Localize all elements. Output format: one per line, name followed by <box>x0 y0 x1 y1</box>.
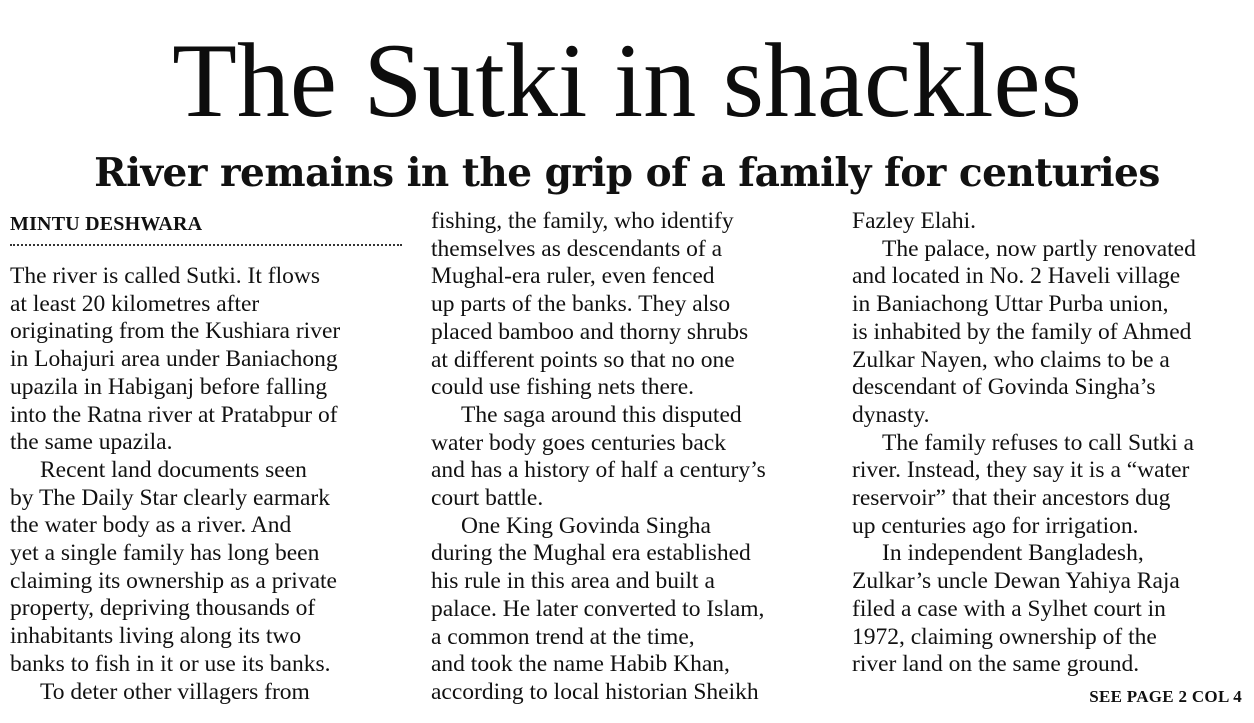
paragraph <box>10 457 408 679</box>
paragraph <box>852 236 1252 430</box>
text-line: a common trend at the time, <box>431 623 695 650</box>
text-line: river land on the same ground. <box>852 651 1140 678</box>
text-line: palace. He later converted to Islam, <box>431 595 765 622</box>
paragraph <box>852 540 1252 679</box>
text-line: claiming its ownership as a private <box>10 567 337 594</box>
text-line: his rule in this area and built a <box>431 568 715 595</box>
text-line: One King Govinda Singha <box>461 512 711 539</box>
paragraph <box>852 208 1252 236</box>
paragraph <box>431 513 831 707</box>
text-line: banks to fish in it or use its banks. <box>10 650 331 677</box>
text-line: could use fishing nets there. <box>431 374 695 401</box>
text-line: The palace, now partly renovated <box>882 235 1196 262</box>
article-column-1 <box>10 263 408 706</box>
text-line: the water body as a river. And <box>10 512 292 539</box>
text-line: and took the name Habib Khan, <box>431 651 730 678</box>
text-line: filed a case with a Sylhet court in <box>852 595 1166 622</box>
text-line: in Baniachong Uttar Purba union, <box>852 291 1169 318</box>
continued-on-page-link[interactable]: SEE PAGE 2 COL 4 <box>1089 687 1242 706</box>
text-line: river. Instead, they say it is a “water <box>852 457 1190 484</box>
text-line: court battle. <box>431 485 544 512</box>
text-line: according to local historian Sheikh <box>431 678 759 705</box>
text-line: 1972, claiming ownership of the <box>852 623 1157 650</box>
text-line: in Lohajuri area under Baniachong <box>10 346 338 373</box>
text-line: To deter other villagers from <box>40 678 310 705</box>
text-line: The river is called Sutki. It flows <box>10 263 320 289</box>
text-line: Zulkar Nayen, who claims to be a <box>852 346 1170 373</box>
text-line: and has a history of half a century’s <box>431 457 766 484</box>
text-line: water body goes centuries back <box>431 429 726 456</box>
text-line: is inhabited by the family of Ahmed <box>852 318 1192 345</box>
text-line: dynasty. <box>852 401 930 428</box>
text-line: up parts of the banks. They also <box>431 291 731 318</box>
text-line: property, depriving thousands of <box>10 595 316 622</box>
text-line: placed bamboo and thorny shrubs <box>431 318 749 345</box>
headline: The Sutki in shackles <box>172 22 1082 139</box>
text-line: up centuries ago for irrigation. <box>852 512 1139 539</box>
subheadline: River remains in the grip of a family for centuries <box>94 150 1160 196</box>
text-line: Fazley Elahi. <box>852 208 976 234</box>
paragraph <box>852 430 1252 541</box>
text-line: yet a single family has long been <box>10 540 320 567</box>
text-line: Zulkar’s uncle Dewan Yahiya Raja <box>852 568 1180 595</box>
text-line: reservoir” that their ancestors dug <box>852 485 1171 512</box>
text-line: at different points so that no one <box>431 346 735 373</box>
text-line: by The Daily Star clearly earmark <box>10 484 330 511</box>
article-column-3 <box>852 208 1252 679</box>
article-column-2 <box>431 208 831 707</box>
text-line: at least 20 kilometres after <box>10 290 260 317</box>
paragraph <box>431 402 831 513</box>
text-line: In independent Bangladesh, <box>882 540 1144 567</box>
text-line: descendant of Govinda Singha’s <box>852 374 1156 401</box>
paragraph <box>10 263 408 457</box>
text-line: fishing, the family, who identify <box>431 208 734 234</box>
paragraph <box>431 208 831 402</box>
byline-divider <box>10 244 402 246</box>
text-line: themselves as descendants of a <box>431 235 723 262</box>
text-line: during the Mughal era established <box>431 540 751 567</box>
text-line: into the Ratna river at Pratabpur of <box>10 401 338 428</box>
text-line: upazila in Habiganj before falling <box>10 373 328 400</box>
text-line: inhabitants living along its two <box>10 623 302 650</box>
paragraph <box>10 679 408 707</box>
text-line: The family refuses to call Sutki a <box>882 429 1194 456</box>
text-line: Mughal-era ruler, even fenced <box>431 263 715 290</box>
byline: MINTU DESHWARA <box>10 213 203 235</box>
text-line: Recent land documents seen <box>40 456 307 483</box>
text-line: originating from the Kushiara river <box>10 318 341 345</box>
text-line: the same upazila. <box>10 429 173 456</box>
text-line: The saga around this disputed <box>461 401 742 428</box>
text-line: and located in No. 2 Haveli village <box>852 263 1181 290</box>
